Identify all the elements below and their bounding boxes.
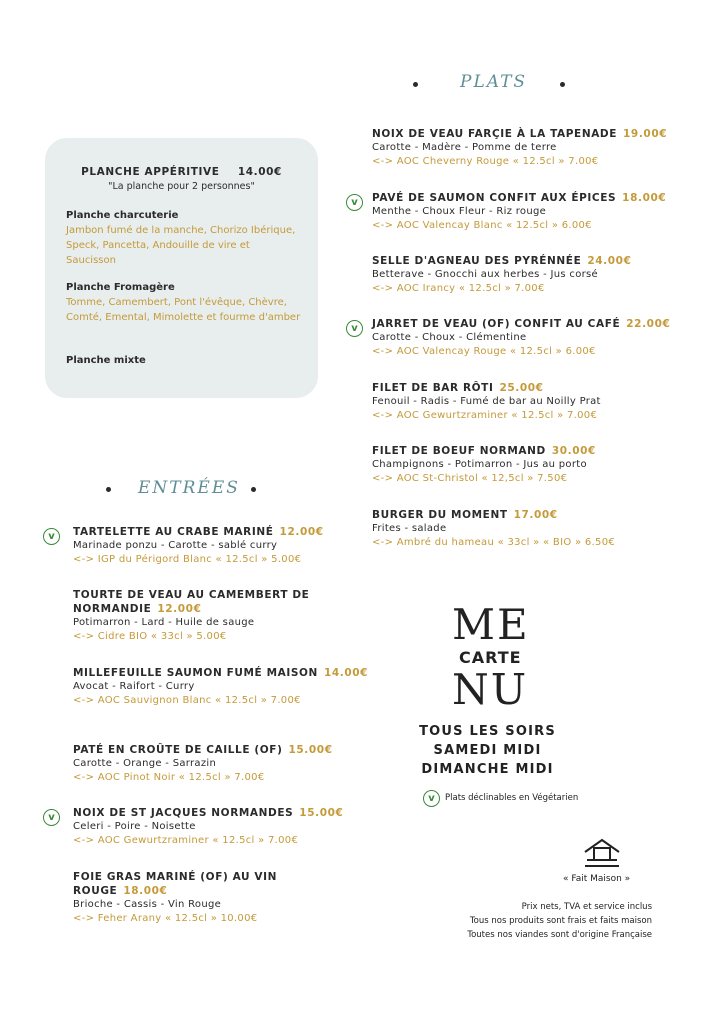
dish-wine-pairing: <-> AOC Gewurtzraminer « 12.5cl » 7.00€ [73,835,299,846]
schedule-line-3: DIMANCHE MIDI [421,762,554,777]
planche-title [45,166,318,178]
entrees-dot-right [251,487,256,492]
dish-title: MILLEFEUILLE SAUMON FUMÉ MAISON [73,667,318,679]
entrees-item [73,666,373,708]
dish-description: Carotte - Madère - Pomme de terre [372,142,557,153]
schedule-line-2: SAMEDI MIDI [433,743,542,758]
dish-name [73,743,373,757]
dish-price: 25.00€ [499,382,544,394]
dish-description: Avocat - Raifort - Curry [73,681,195,692]
dish-wine-pairing: <-> AOC Irancy « 12.5cl » 7.00€ [372,283,545,294]
planche-subtitle: "La planche pour 2 personnes" [108,181,255,192]
plats-title: PLATS [460,72,528,92]
dish-wine-pairing: <-> AOC Gewurtzraminer « 12.5cl » 7.00€ [372,410,598,421]
dish-price: 18.00€ [123,885,168,897]
dish-wine-pairing: <-> Cidre BIO « 33cl » 5.00€ [73,631,227,642]
dish-name [73,525,373,539]
dish-name [73,588,373,616]
dish-price: 24.00€ [587,255,632,267]
schedule-line-1: TOUS LES SOIRS [419,724,556,739]
dish-price: 15.00€ [288,744,333,756]
entrees-item [73,588,373,644]
veg-legend-icon: v [423,790,440,807]
planche-charcuterie-label: Planche charcuterie [66,210,179,221]
dish-title: NOIX DE ST JACQUES NORMANDES [73,807,294,819]
dish-description: Frites - salade [372,523,447,534]
planche-name: PLANCHE APPÉRITIVE [81,166,220,178]
dish-name [372,191,672,205]
logo-nu: NU [452,665,529,714]
dish-wine-pairing: <-> AOC Pinot Noir « 12.5cl » 7.00€ [73,772,265,783]
vegetarian-icon: v [43,809,60,826]
dish-title: FILET DE BAR RÔTI [372,382,494,394]
plats-item [372,381,672,423]
dish-price: 12.00€ [279,526,324,538]
house-icon [583,838,621,868]
plats-dot-right [560,82,565,87]
dish-title: FOIE GRAS MARINÉ (OF) AU VIN ROUGE [73,871,278,897]
footer-notes [467,900,652,942]
dish-title: PATÉ EN CROÛTE DE CAILLE (OF) [73,744,283,756]
vegetarian-icon: v [43,528,60,545]
plats-item [372,508,672,550]
dish-price: 12.00€ [157,603,202,615]
plats-item [372,444,672,486]
veg-legend-text: Plats déclinables en Végétarien [445,793,579,803]
dish-title: PAVÉ DE SAUMON CONFIT AUX ÉPICES [372,192,617,204]
plats-item [372,127,672,169]
dish-name [372,254,672,268]
vegetarian-icon: v [346,320,363,337]
entrees-item [73,870,373,926]
logo-carte: CARTE [459,648,522,667]
entrees-item [73,525,373,567]
entrees-dot-left [106,487,111,492]
dish-description: Carotte - Choux - Clémentine [372,332,527,343]
dish-price: 14.00€ [323,667,369,679]
dish-description: Menthe - Choux Fleur - Riz rouge [372,206,547,217]
plats-item [372,254,672,296]
dish-wine-pairing: <-> AOC St-Christol « 12,5cl » 7.50€ [372,473,568,484]
dish-title: JARRET DE VEAU (OF) CONFIT AU CAFÉ [372,318,621,330]
dish-description: Marinade ponzu - Carotte - sablé curry [73,540,278,551]
plats-item [372,191,672,233]
dish-description: Betterave - Gnocchi aux herbes - Jus corsé [372,269,598,280]
dish-name [73,666,373,680]
dish-name [372,381,672,395]
dish-title: BURGER DU MOMENT [372,509,508,521]
dish-name [372,317,672,331]
logo-me: ME [452,600,530,649]
dish-wine-pairing: <-> AOC Sauvignon Blanc « 12.5cl » 7.00€ [73,695,301,706]
dish-title: TOURTE DE VEAU AU CAMEMBERT DE NORMANDIE [73,589,310,615]
planche-fromagere-text: Tomme, Camembert, Pont l'évêque, Chèvre, Comté, Emental, Mimolette et fourme d'amber [66,297,301,323]
dish-description: Potimarron - Lard - Huile de sauge [73,617,255,628]
entrees-item [73,806,373,848]
dish-wine-pairing: <-> AOC Valencay Blanc « 12.5cl » 6.00€ [372,220,592,231]
dish-title: TARTELETTE AU CRABE MARINÉ [73,526,274,538]
dish-price: 30.00€ [551,445,596,457]
planche-mixte-label: Planche mixte [66,355,146,366]
dish-wine-pairing: <-> IGP du Périgord Blanc « 12.5cl » 5.00€ [73,554,302,565]
dish-price: 22.00€ [626,318,671,330]
dish-description: Celeri - Poire - Noisette [73,821,196,832]
planche-price: 14.00€ [237,166,282,178]
dish-wine-pairing: <-> AOC Cheverny Rouge « 12.5cl » 7.00€ [372,156,599,167]
dish-price: 15.00€ [299,807,344,819]
footer-line-2: Tous nos produits sont frais et faits maison [469,916,652,926]
dish-title: FILET DE BOEUF NORMAND [372,445,546,457]
schedule [395,722,580,779]
dish-name [372,444,672,458]
dish-name [372,127,672,141]
dish-description: Fenouil - Radis - Fumé de bar au Noilly Prat [372,396,601,407]
entrees-title: ENTRÉES [138,478,240,498]
dish-description: Champignons - Potimarron - Jus au porto [372,459,587,470]
dish-price: 19.00€ [623,128,668,140]
dish-description: Carotte - Orange - Sarrazin [73,758,217,769]
planche-fromagere-label: Planche Fromagère [66,282,175,293]
dish-title: NOIX DE VEAU FARÇIE À LA TAPENADE [372,128,618,140]
footer-line-3: Toutes nos viandes sont d'origine Française [467,930,652,940]
dish-price: 18.00€ [622,192,667,204]
footer-line-1: Prix nets, TVA et service inclus [521,902,652,912]
dish-price: 17.00€ [513,509,558,521]
dish-wine-pairing: <-> AOC Valencay Rouge « 12.5cl » 6.00€ [372,346,596,357]
dish-name [73,806,373,820]
dish-wine-pairing: <-> Ambré du hameau « 33cl » « BIO » 6.50€ [372,537,616,548]
dish-description: Brioche - Cassis - Vin Rouge [73,899,222,910]
entrees-item [73,743,373,785]
planche-charcuterie-text: Jambon fumé de la manche, Chorizo Ibérique, Speck, Pancetta, Andouille de vire et Saucisson [66,225,296,266]
plats-item [372,317,672,359]
dish-name [73,870,373,898]
dish-name [372,508,672,522]
dish-title: SELLE D'AGNEAU DES PYRÉNNÉE [372,255,582,267]
dish-wine-pairing: <-> Feher Arany « 12.5cl » 10.00€ [73,913,258,924]
plats-dot-left [413,82,418,87]
vegetarian-icon: v [346,194,363,211]
planche-box [45,138,318,398]
fait-maison-label: « Fait Maison » [563,874,631,884]
